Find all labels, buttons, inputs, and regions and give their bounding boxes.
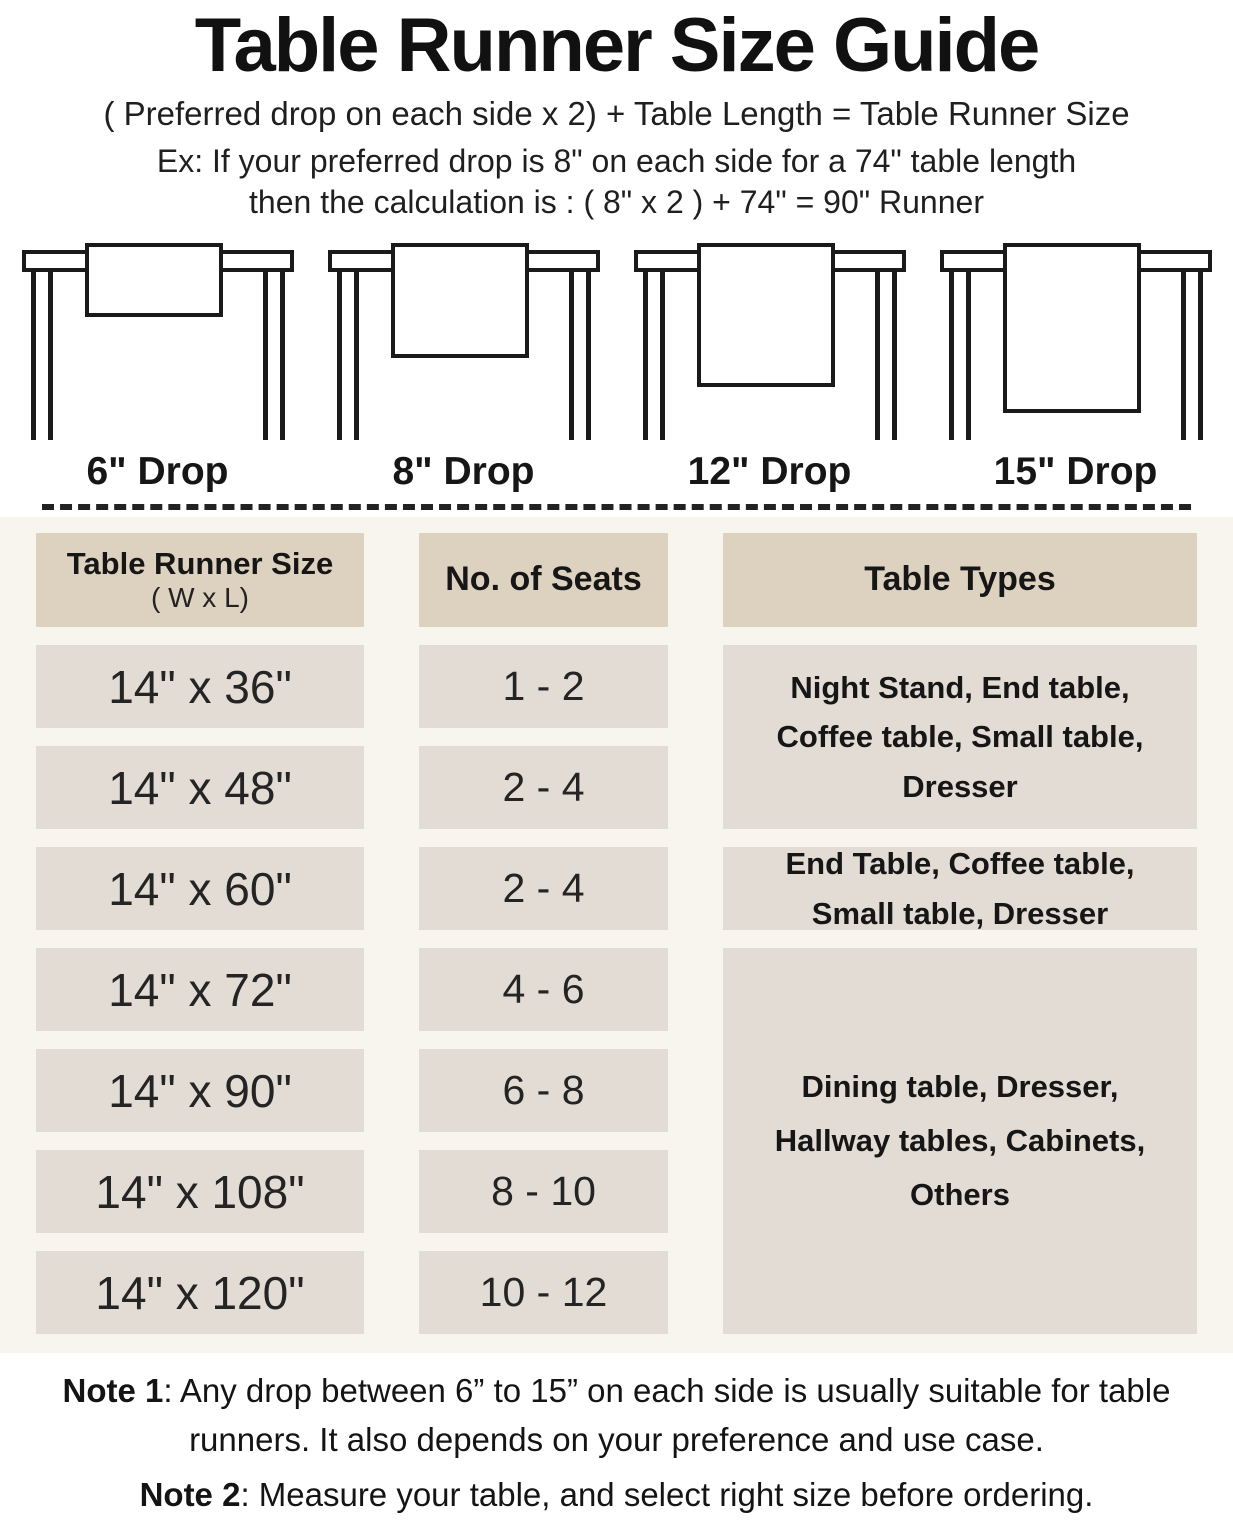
drop-label-15in: 15" Drop [993,450,1158,493]
seats-cell-row5: 6 - 8 [419,1049,668,1132]
size-table-section [0,517,1233,1353]
runner-icon [697,243,835,387]
runner-icon [1003,243,1141,413]
seats-cell-row3: 2 - 4 [419,847,668,930]
size-cell-row7: 14" x 120" [36,1251,364,1334]
column-header-seats: No. of Seats [419,533,668,627]
example-line-1: Ex: If your preferred drop is 8" on each side for a 74" table length [156,143,1077,179]
size-cell-row4: 14" x 72" [36,948,364,1031]
table-leg-icon [263,272,285,440]
size-cell-row6: 14" x 108" [36,1150,364,1233]
table-leg-icon [949,272,971,440]
seats-cell-row2: 2 - 4 [419,746,668,829]
seats-cell-row7: 10 - 12 [419,1251,668,1334]
drop-label-8in: 8" Drop [392,450,535,493]
page-title: Table Runner Size Guide [194,3,1039,88]
runner-icon [391,243,529,358]
note-1 [10,1367,1223,1464]
notes-block [10,1367,1223,1520]
size-cell-row3: 14" x 60" [36,847,364,930]
size-cell-row1: 14" x 36" [36,645,364,728]
table-leg-icon [569,272,591,440]
note-2 [10,1471,1223,1520]
example-line-2: then the calculation is : ( 8" x 2 ) + 74" = 90" Runner [249,184,984,220]
size-cell-row5: 14" x 90" [36,1049,364,1132]
column-header-runner-size [36,533,364,627]
size-table [36,533,1233,1334]
table-leg-icon [1181,272,1203,440]
table-leg-icon [643,272,665,440]
table-leg-icon [875,272,897,440]
drop-label-12in: 12" Drop [687,450,852,493]
runner-icon [85,243,223,317]
formula-text: ( Preferred drop on each side x 2) + Table Length = Table Runner Size [103,95,1130,132]
header-size-line2: ( W x L) [151,581,249,613]
drop-label-6in: 6" Drop [86,450,229,493]
seats-cell-row4: 4 - 6 [419,948,668,1031]
table-types-group3: Dining table, Dresser, Hallway tables, Cabinets, Others [723,948,1197,1334]
drop-diagrams [0,235,1233,448]
table-types-group2: End Table, Coffee table, Small table, Dresser [723,847,1197,930]
header-size-line1: Table Runner Size [66,546,334,582]
note-2-text: : Measure your table, and select right size before ordering. [240,1476,1094,1513]
size-cell-row2: 14" x 48" [36,746,364,829]
table-diagram-12in-drop [624,235,916,448]
table-diagram-8in-drop [318,235,610,448]
table-diagram-15in-drop [930,235,1222,448]
table-diagram-6in-drop [12,235,304,448]
table-leg-icon [337,272,359,440]
table-runner-size-guide [0,2,1233,1513]
note-2-label: Note 2 [139,1476,241,1513]
seats-cell-row6: 8 - 10 [419,1150,668,1233]
column-header-table-types: Table Types [723,533,1197,627]
dashed-divider [42,504,1191,510]
seats-cell-row1: 1 - 2 [419,645,668,728]
drop-labels-row [0,450,1233,494]
note-1-text: : Any drop between 6” to 15” on each side is usually suitable for table runners. It also depends on your preference and use case. [163,1372,1171,1458]
note-1-label: Note 1 [62,1372,164,1409]
table-leg-icon [31,272,53,440]
table-types-group1: Night Stand, End table, Coffee table, Small table, Dresser [723,645,1197,829]
